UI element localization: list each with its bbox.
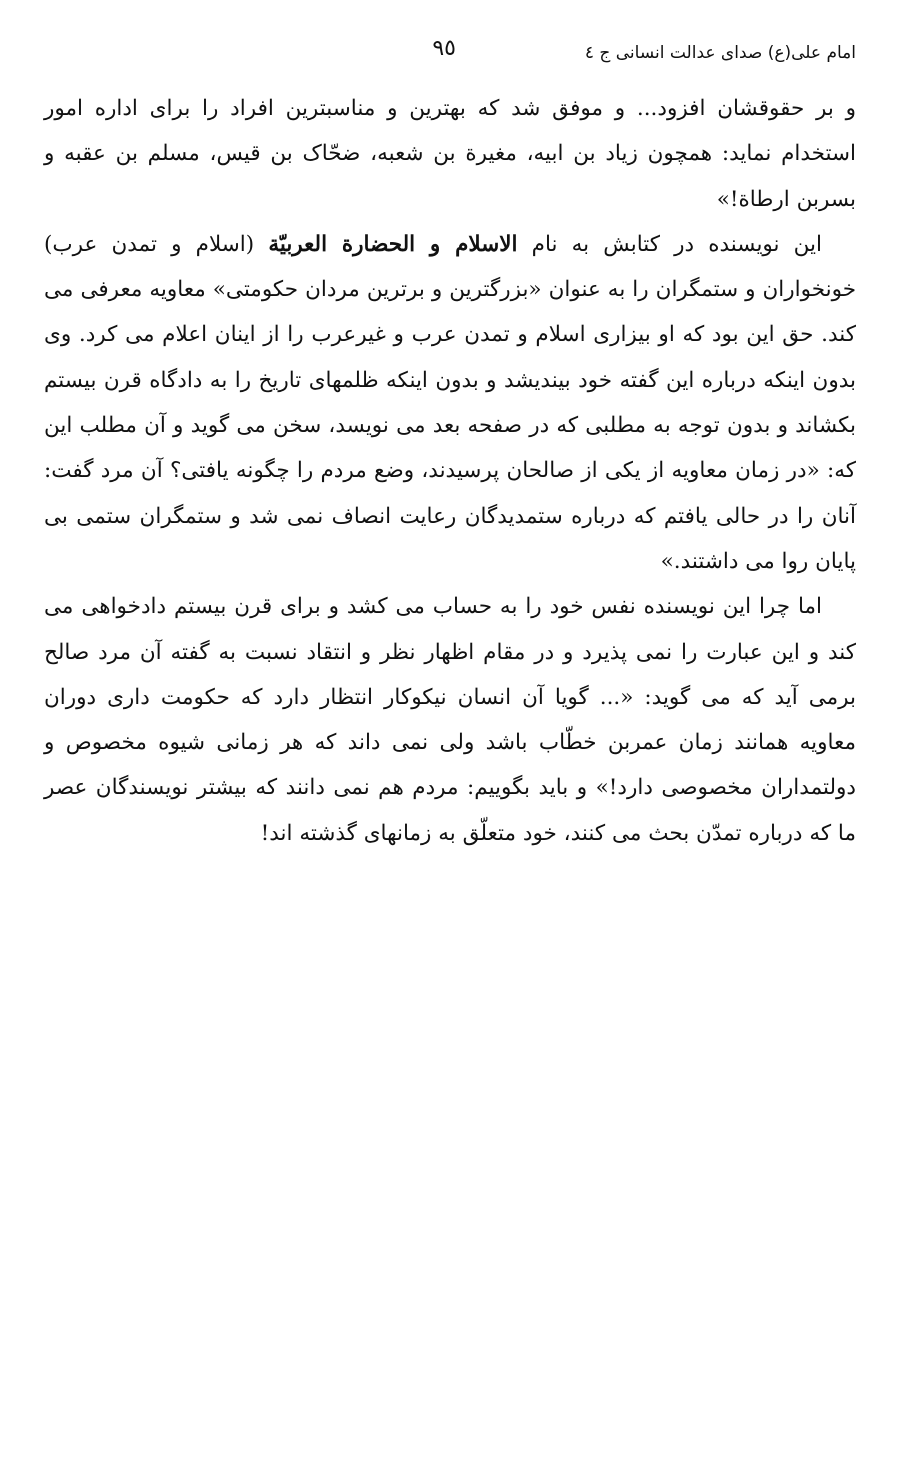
paragraph-2-lead: این نویسنده در کتابش به نام — [517, 231, 823, 257]
page-header — [44, 38, 856, 72]
paragraph-3: اما چرا این نویسنده نفس خود را به حساب می کشد و برای قرن بیستم دادخواهی می کند و این عبارت را نمی پذیرد و در مقام اظهار نظر و انتقاد نسبت به گفته آن مرد صالح برمی آید که می گوید: «... گویا آن انسان نیکوکار انتظار دارد که حکومت داری دوران معاویه همانند زمان عمربن خطّاب باشد ولی نمی داند که هر زمانی شیوه مخصوص و دولتمداران مخصوصی دارد!» و باید بگوییم: مردم هم نمی دانند که بیشتر نویسندگان عصر ما که درباره تمدّن بحث می کنند، خود متعلّق به زمانهای گذشته اند! — [44, 594, 856, 846]
page-number: ٩٥ — [432, 36, 456, 61]
running-title: امام علی(ع) صدای عدالت انسانی ج ٤ — [584, 43, 856, 63]
body-text — [44, 86, 856, 856]
paragraph-2 — [44, 222, 856, 584]
paragraph-2-rest: (اسلام و تمدن عرب) خونخواران و ستمگران را به عنوان «بزرگترین و برترین مردان حکومتی» معاویه معرفی می کند. حق این بود که او بیزاری اسلام و تمدن عرب و غیرعرب را از اینان اعلام می کرد. وی بدون اینکه درباره این گفته خود بیندیشد و بدون اینکه ظلمهای تاریخ را به دادگاه قرن بیستم بکشاند و بدون توجه به مطلبی که در صفحه بعد می نویسد، سخن می گوید و آن مطلب این که: «در زمان معاویه از یکی از صالحان پرسیدند، وضع مردم را چگونه یافتی؟ آن مرد گفت: آنان را در حالی یافتم که درباره ستمدیدگان رعایت انصاف نمی شد و ستمگران ستمی بی پایان روا می داشتند.» — [44, 231, 856, 574]
paragraph-1: و بر حقوقشان افزود... و موفق شد که بهترین و مناسبترین افراد را برای اداره امور استخدام نماید: همچون زیاد بن ابیه، مغیرة بن شعبه، ضحّاک بن قیس، مسلم بن عقبه و بسربن ارطاة!» — [44, 96, 856, 212]
book-title: الاسلام و الحضارة العربیّة — [268, 231, 518, 257]
